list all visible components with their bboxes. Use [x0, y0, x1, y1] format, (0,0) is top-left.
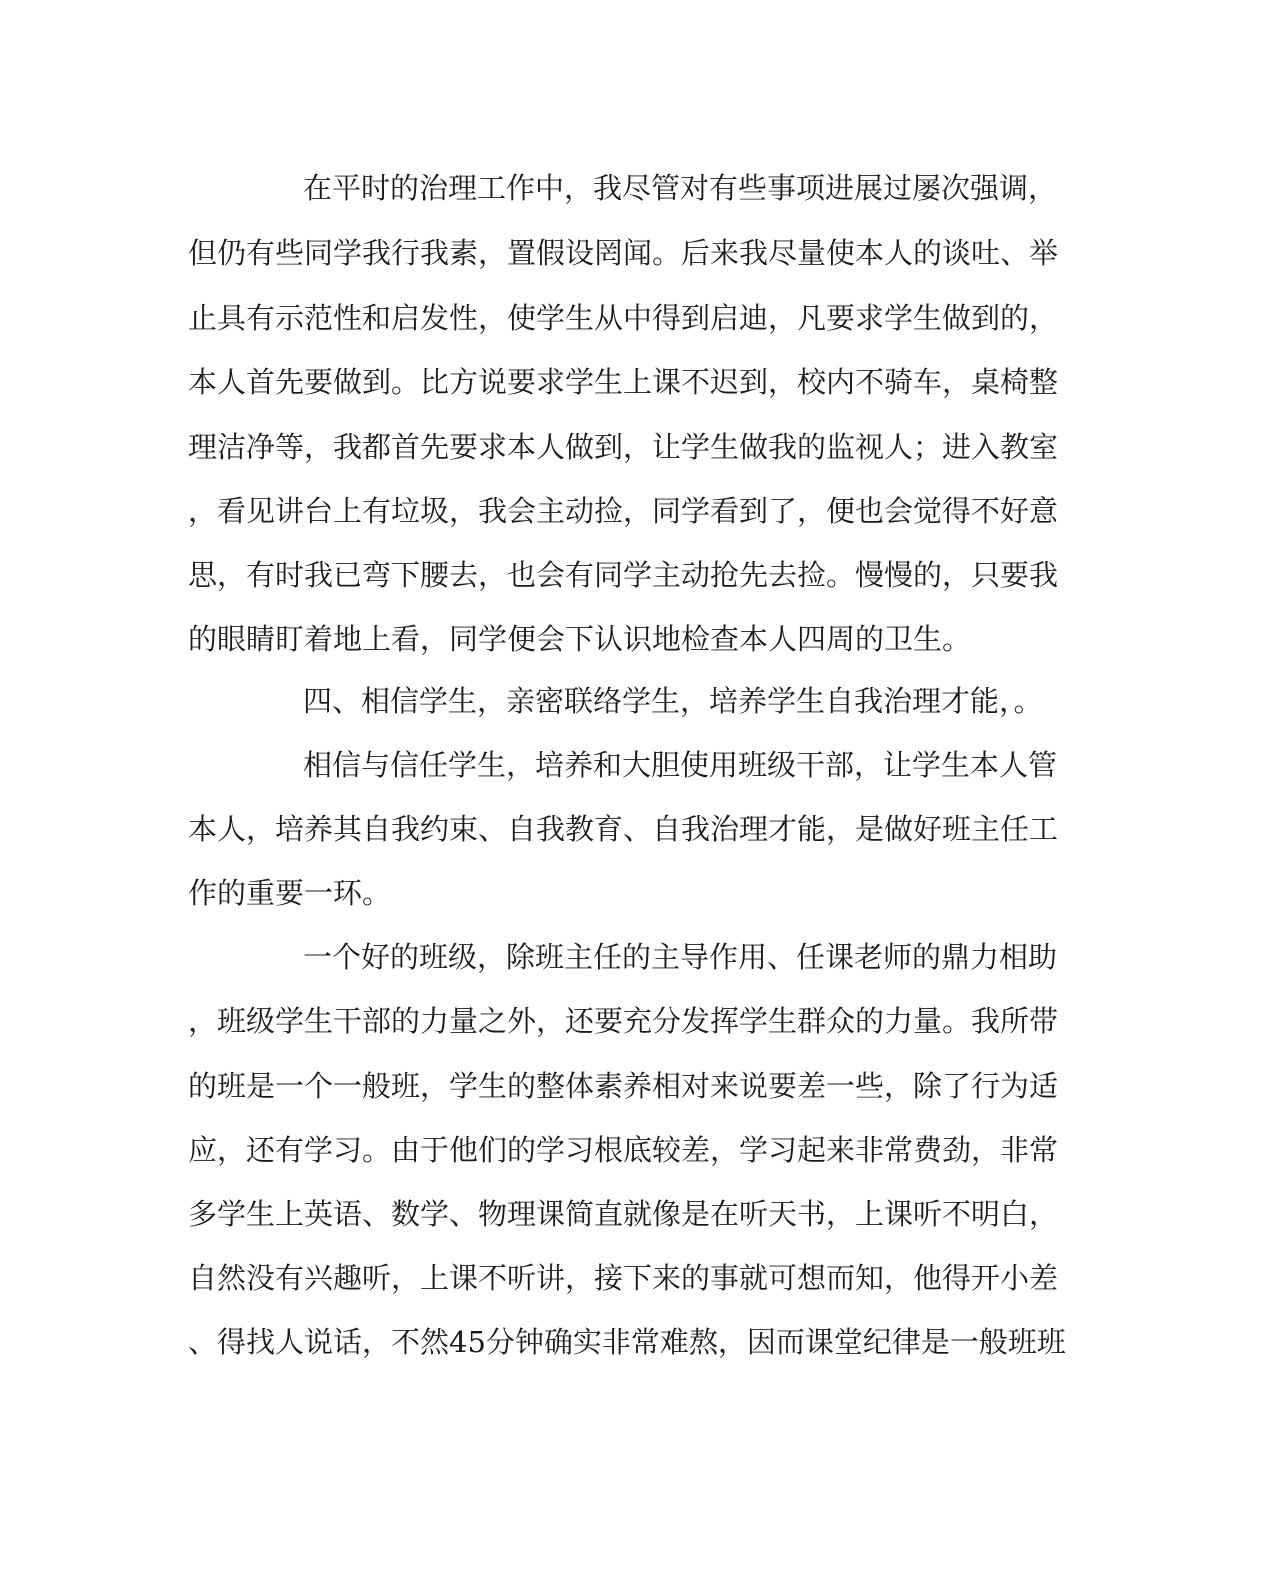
text-line: 的班是一个一般班，学生的整体素养相对来说要差一些，除了行为适: [188, 1069, 1059, 1103]
text-line: ，看见讲台上有垃圾，我会主动捡，同学看到了，便也会觉得不好意: [188, 494, 1059, 528]
section-heading: 四、相信学生，亲密联络学生，培养学生自我治理才能，。: [303, 684, 1043, 718]
text-line: ，班级学生干部的力量之外，还要充分发挥学生群众的力量。我所带: [188, 1004, 1059, 1038]
text-line: 多学生上英语、数学、物理课简直就像是在听天书，上课听不明白，: [188, 1197, 1059, 1231]
text-line: 在平时的治理工作中，我尽管对有些事项进展过屡次强调，: [303, 171, 1058, 205]
text-line: 应，还有学习。由于他们的学习根底较差，学习起来非常费劲，非常: [188, 1133, 1059, 1167]
text-line: 但仍有些同学我行我素，置假设罔闻。后来我尽量使本人的谈吐、举: [188, 236, 1059, 270]
text-line: 自然没有兴趣听，上课不听讲，接下来的事就可想而知，他得开小差: [188, 1261, 1059, 1295]
text-line: 、得找人说话，不然45分钟确实非常难熬，因而课堂纪律是一般班班: [188, 1325, 1066, 1359]
text-line: 作的重要一环。: [188, 876, 392, 910]
text-line: 思，有时我已弯下腰去，也会有同学主动抢先去捡。慢慢的，只要我: [188, 558, 1059, 592]
text-line: 的眼睛盯着地上看，同学便会下认识地检查本人四周的卫生。: [188, 622, 972, 656]
text-line: 本人首先要做到。比方说要求学生上课不迟到，校内不骑车，桌椅整: [188, 365, 1059, 399]
text-line: 本人，培养其自我约束、自我教育、自我治理才能，是做好班主任工: [188, 812, 1059, 846]
text-line: 理洁净等，我都首先要求本人做到，让学生做我的监视人；进入教室: [188, 430, 1059, 464]
text-line: 一个好的班级，除班主任的主导作用、任课老师的鼎力相助: [303, 940, 1058, 974]
text-line: 止具有示范性和启发性，使学生从中得到启迪，凡要求学生做到的，: [188, 301, 1059, 335]
text-line: 相信与信任学生，培养和大胆使用班级干部，让学生本人管: [303, 748, 1058, 782]
